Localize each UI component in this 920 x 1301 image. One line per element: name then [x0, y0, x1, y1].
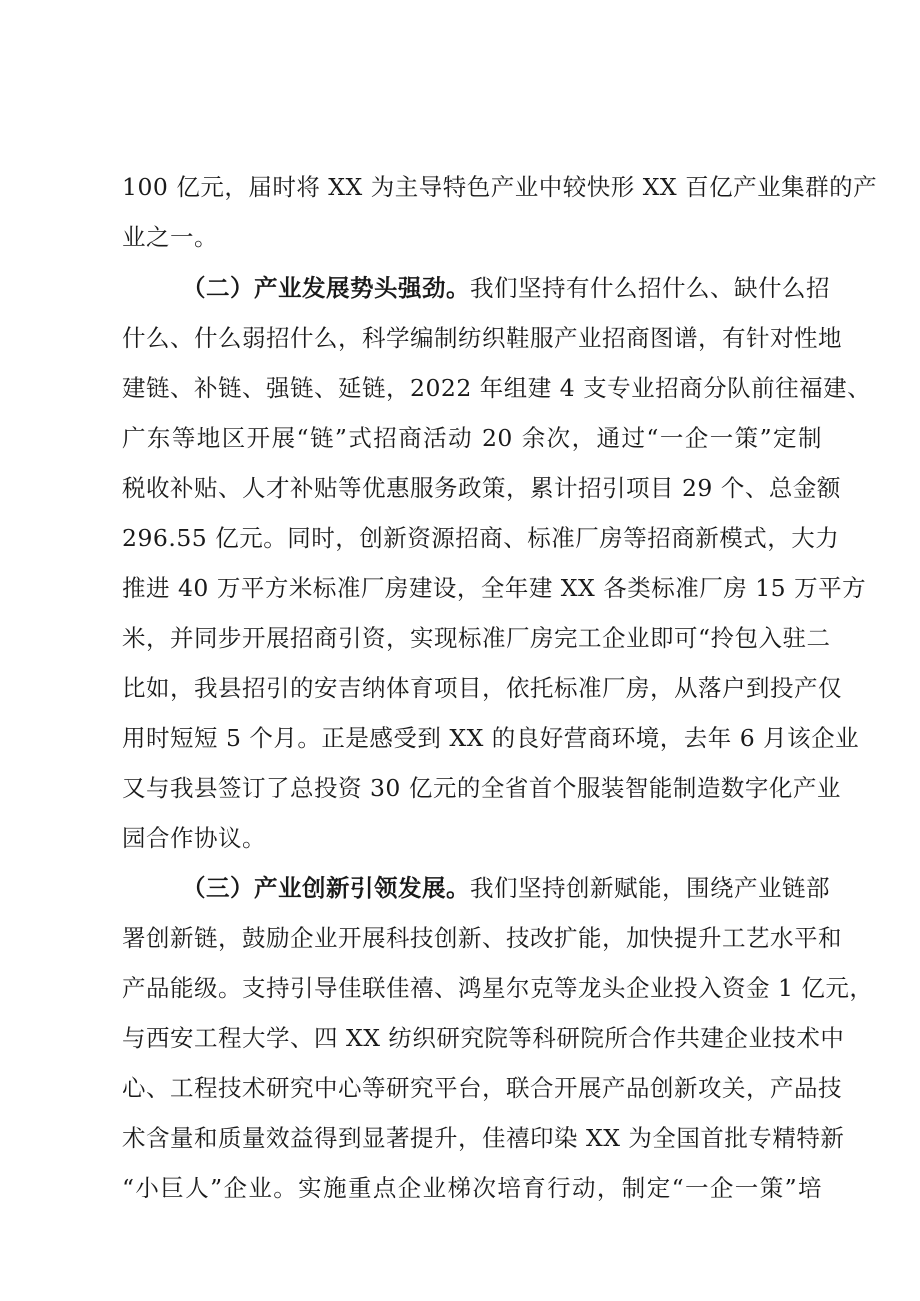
- paragraph-line: 米，并同步开展招商引资，实现标准厂房完工企业即可“拎包入驻二: [122, 624, 831, 652]
- section-2-heading: （二）产业发展势头强劲。: [182, 274, 470, 302]
- paragraph-line: 推进 40 万平方米标准厂房建设，全年建 XX 各类标准厂房 15 万平方: [122, 574, 867, 602]
- section-2-first-line: [182, 271, 830, 305]
- section-2-first-line-text: 我们坚持有什么招什么、缺什么招: [470, 274, 830, 302]
- paragraph-line: 什么、什么弱招什么，科学编制纺织鞋服产业招商图谱，有针对性地: [122, 324, 842, 352]
- paragraph-line: 用时短短 5 个月。正是感受到 XX 的良好营商环境，去年 6 月该企业: [122, 724, 860, 752]
- section-3-first-line-text: 我们坚持创新赋能，围绕产业链部: [470, 874, 830, 902]
- paragraph-line: 又与我县签订了总投资 30 亿元的全省首个服装智能制造数字化产业: [122, 774, 841, 802]
- paragraph-line: 业之一。: [122, 223, 218, 251]
- paragraph-line: 与西安工程大学、四 XX 纺织研究院等科研院所合作共建企业技术中: [122, 1024, 845, 1052]
- paragraph-line: “小巨人”企业。实施重点企业梯次培育行动，制定“一企一策”培: [122, 1174, 822, 1202]
- paragraph-line: 100 亿元，届时将 XX 为主导特色产业中较快形 XX 百亿产业集群的产: [122, 173, 878, 201]
- paragraph-line: 术含量和质量效益得到显著提升，佳禧印染 XX 为全国首批专精特新: [122, 1124, 845, 1152]
- paragraph-line: 比如，我县招引的安吉纳体育项目，依托标准厂房，从落户到投产仅: [122, 674, 842, 702]
- paragraph-line: 广东等地区开展“链”式招商活动 20 余次，通过“一企一策”定制: [122, 424, 822, 452]
- section-3-heading: （三）产业创新引领发展。: [182, 874, 470, 902]
- paragraph-line: 296.55 亿元。同时，创新资源招商、标准厂房等招商新模式，大力: [122, 524, 840, 552]
- paragraph-line: 园合作协议。: [122, 824, 266, 852]
- paragraph-line: 建链、补链、强链、延链，2022 年组建 4 支专业招商分队前往福建、: [122, 374, 872, 402]
- paragraph-line: 产品能级。支持引导佳联佳禧、鸿星尔克等龙头企业投入资金 1 亿元，: [122, 974, 874, 1002]
- section-3-first-line: [182, 871, 830, 905]
- paragraph-line: 心、工程技术研究中心等研究平台，联合开展产品创新攻关，产品技: [122, 1074, 842, 1102]
- paragraph-line: 署创新链，鼓励企业开展科技创新、技改扩能，加快提升工艺水平和: [122, 924, 842, 952]
- paragraph-line: 税收补贴、人才补贴等优惠服务政策，累计招引项目 29 个、总金额: [122, 474, 841, 502]
